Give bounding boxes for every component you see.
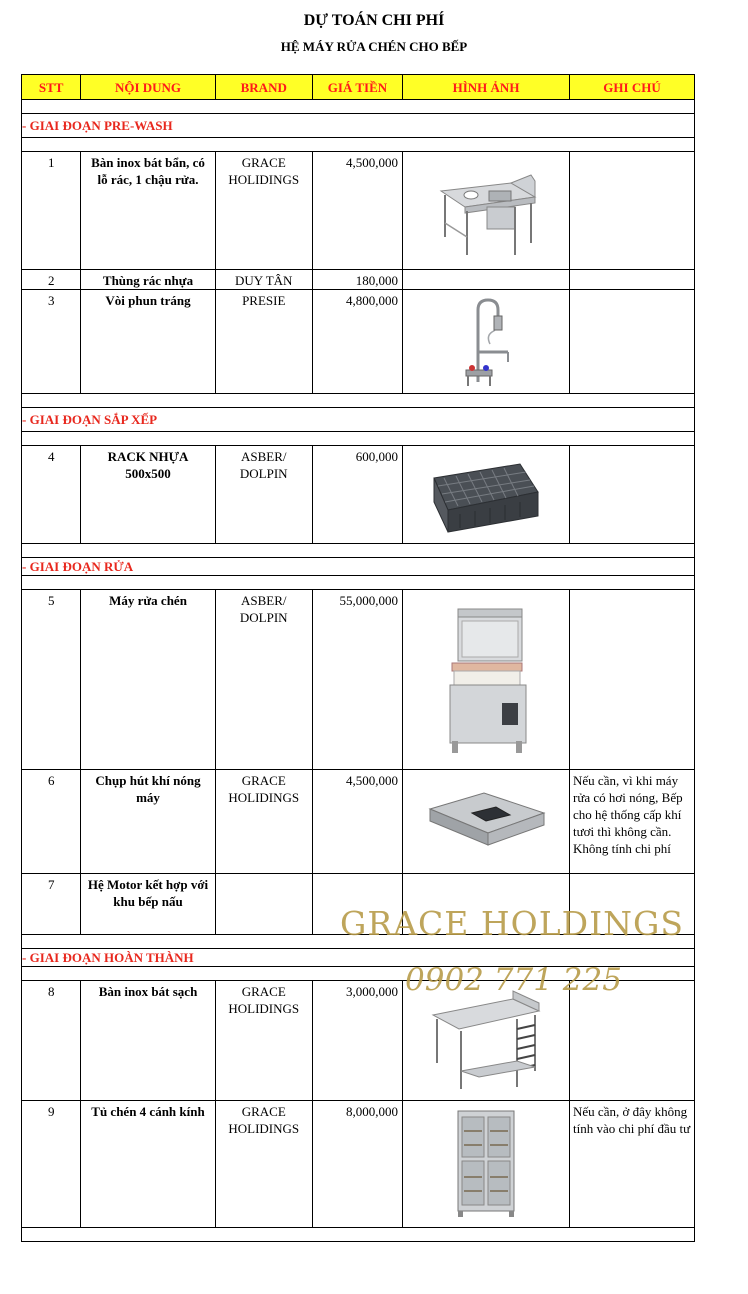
row-image <box>403 981 570 1101</box>
row-content: Bàn inox bát sạch <box>81 981 215 1101</box>
watermark-phone: 0902 771 225 <box>405 962 622 998</box>
row-note <box>570 446 695 544</box>
row-image <box>403 152 570 270</box>
row-price: 8,000,000 <box>312 1101 402 1228</box>
row-content: Tủ chén 4 cánh kính <box>81 1101 215 1228</box>
row-brand: ASBER/ DOLPIN <box>215 590 312 770</box>
row-price: 4,500,000 <box>312 152 402 270</box>
row-image <box>403 270 570 290</box>
row-price: 55,000,000 <box>312 590 402 770</box>
dirty-dish-table-image <box>431 161 541 261</box>
row-price: 4,800,000 <box>312 290 402 394</box>
spacer-row <box>22 576 695 590</box>
row-stt: 2 <box>22 270 81 290</box>
row-content: Bàn inox bát bẩn, có lỗ rác, 1 chậu rửa. <box>81 152 215 270</box>
header-brand: BRAND <box>215 75 312 100</box>
row-stt: 9 <box>22 1101 81 1228</box>
spacer-row <box>22 432 695 446</box>
table-row <box>22 1101 695 1228</box>
section-finish: - GIAI ĐOẠN HOÀN THÀNH <box>22 949 695 967</box>
row-stt: 5 <box>22 590 81 770</box>
row-note <box>570 590 695 770</box>
row-price: 4,500,000 <box>312 770 402 874</box>
row-brand: GRACE HOLIDINGS <box>215 1101 312 1228</box>
table-row <box>22 981 695 1101</box>
glass-cabinet-image <box>454 1109 518 1219</box>
row-image <box>403 1101 570 1228</box>
cost-table <box>21 74 695 1242</box>
row-note <box>570 270 695 290</box>
row-note <box>570 290 695 394</box>
spacer-row <box>22 544 695 558</box>
row-price: 180,000 <box>312 270 402 290</box>
header-price: GIÁ TIỀN <box>312 75 402 100</box>
table-row <box>22 290 695 394</box>
row-stt: 8 <box>22 981 81 1101</box>
row-content: Vòi phun tráng <box>81 290 215 394</box>
header-image: HÌNH ẢNH <box>403 75 570 100</box>
row-brand: PRESIE <box>215 290 312 394</box>
page-title: DỰ TOÁN CHI PHÍ <box>303 12 445 29</box>
table-row <box>22 446 695 544</box>
section-wash: - GIAI ĐOẠN RỬA <box>22 558 695 576</box>
row-stt: 4 <box>22 446 81 544</box>
row-note <box>570 152 695 270</box>
row-note: Nếu cần, ở đây không tính vào chi phí đầu tư <box>570 1101 695 1228</box>
spacer-row <box>22 394 695 408</box>
row-note <box>570 981 695 1101</box>
row-content: RACK NHỰA 500x500 <box>81 446 215 544</box>
row-brand: GRACE HOLIDINGS <box>215 770 312 874</box>
row-brand: DUY TÂN <box>215 270 312 290</box>
spacer-row <box>22 138 695 152</box>
table-row <box>22 152 695 270</box>
table-row <box>22 270 695 290</box>
row-stt: 6 <box>22 770 81 874</box>
spacer-row <box>22 100 695 114</box>
row-image <box>403 770 570 874</box>
row-content: Máy rửa chén <box>81 590 215 770</box>
section-arrange: - GIAI ĐOẠN SẮP XẾP <box>22 408 695 432</box>
table-row <box>22 770 695 874</box>
table-row <box>22 590 695 770</box>
table-header <box>22 75 695 100</box>
row-stt: 7 <box>22 874 81 935</box>
row-brand: GRACE HOLIDINGS <box>215 152 312 270</box>
plastic-rack-image <box>430 456 542 534</box>
row-content: Hệ Motor kết hợp với khu bếp nấu <box>81 874 215 935</box>
row-content: Chụp hút khí nóng máy <box>81 770 215 874</box>
header-note: GHI CHÚ <box>570 75 695 100</box>
section-prewash: - GIAI ĐOẠN PRE-WASH <box>22 114 695 138</box>
row-image <box>403 446 570 544</box>
exhaust-hood-image <box>424 787 548 857</box>
dishwasher-image <box>444 605 528 755</box>
header-content: NỘI DUNG <box>81 75 215 100</box>
header-stt: STT <box>22 75 81 100</box>
row-note: Nếu cần, vì khi máy rửa có hơi nóng, Bếp cho hệ thống cấp khí tươi thì không cần. Không tính chi phí <box>570 770 695 874</box>
clean-dish-table-image <box>427 989 545 1093</box>
watermark-company: GRACE HOLDINGS <box>340 904 684 943</box>
row-price: 3,000,000 <box>312 981 402 1101</box>
spray-faucet-image <box>456 296 516 388</box>
row-brand: GRACE HOLIDINGS <box>215 981 312 1101</box>
row-brand: ASBER/ DOLPIN <box>215 446 312 544</box>
row-stt: 1 <box>22 152 81 270</box>
row-stt: 3 <box>22 290 81 394</box>
spacer-row <box>22 1228 695 1242</box>
row-content: Thùng rác nhựa <box>81 270 215 290</box>
page-subtitle: HỆ MÁY RỬA CHÉN CHO BẾP <box>280 39 468 54</box>
row-brand <box>215 874 312 935</box>
row-image <box>403 590 570 770</box>
row-image <box>403 290 570 394</box>
row-price: 600,000 <box>312 446 402 544</box>
